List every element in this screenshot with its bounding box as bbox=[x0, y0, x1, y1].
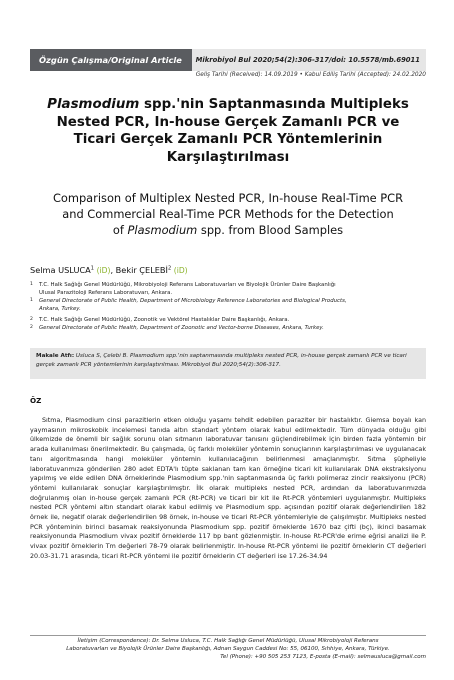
footer-divider bbox=[30, 635, 426, 636]
title-en-line2: and Commercial Real-Time PCR Methods for the Detection bbox=[62, 207, 394, 222]
title-en-line3: of Plasmodium spp. from Blood Samples bbox=[112, 223, 344, 238]
footer-contact: Tel (Phone): +90 505 253 7123, E-posta (E-mail): selmausluca@gmail.com bbox=[220, 654, 426, 660]
title-tr-line1: Plasmodium spp.'nin Saptanmasında Multipleks bbox=[47, 97, 409, 112]
affiliation-line: Ankara, Turkey. bbox=[39, 306, 81, 313]
article-banner bbox=[30, 49, 426, 71]
correspondence-footer bbox=[30, 637, 426, 661]
journal-reference: Mikrobiyol Bul 2020;54(2):306-317/doi: 10.5578/mb.69011 bbox=[192, 49, 426, 71]
affiliation-line: 2 General Directorate of Public Health, Department of Zoonotic and Vector-borne Diseases, Ankara, Turkey. bbox=[30, 325, 324, 332]
orcid-icon[interactable]: (iD) bbox=[173, 266, 188, 275]
author-name: Selma USLUCA bbox=[30, 265, 91, 275]
title-english bbox=[34, 190, 422, 239]
title-tr-italic: Plasmodium bbox=[47, 97, 140, 112]
footer-line: İletişim (Correspondence): Dr. Selma Usluca, T.C. Halk Sağlığı Genel Müdürlüğü, Ulusal Mikrobiyoloji Referans bbox=[77, 638, 379, 644]
citation-box bbox=[30, 348, 426, 379]
author-list: Selma USLUCA$^1$ (iD), Bekir ÇELEBİ$^2$ (iD) bbox=[30, 265, 188, 275]
title-tr-line4: Karşılaştırılması bbox=[166, 149, 290, 165]
author-name: Bekir ÇELEBİ bbox=[115, 265, 168, 275]
affiliation-line: 2 T.C. Halk Sağlığı Genel Müdürlüğü, Zoonotik ve Vektörel Hastalıklar Daire Başkanlığı, Ankara. bbox=[30, 317, 290, 324]
citation-label: Makale Atfı: bbox=[36, 353, 75, 359]
title-tr-line2: Nested PCR, In-house Gerçek Zamanlı PCR ve bbox=[56, 114, 400, 130]
abstract-heading: ÖZ bbox=[30, 396, 42, 405]
citation-text: Usluca S, Çelebi B. Plasmodium spp.'nin saptanmasında multipleks nested PCR, in-house gerçek zamanlı PCR ve ticari gerçek zamanlı PCR yöntemlerinin karşılaştırılması. Mikrobiyol Bul 2020;54(2):306-317. bbox=[36, 353, 407, 368]
affiliation-line: 1 T.C. Halk Sağlığı Genel Müdürlüğü, Mikrobiyoloji Referans Laboratuvarları ve Biyolojik Ürünler Daire Başkanlığı bbox=[30, 282, 336, 288]
orcid-icon[interactable]: (iD) bbox=[96, 266, 111, 275]
affiliation-line: Ulusal Parazitoloji Referans Laboratuvarı, Ankara. bbox=[39, 290, 173, 297]
received-accepted-dates: Geliş Tarihi (Received): 14.09.2019 • Kabul Ediliş Tarihi (Accepted): 24.02.2020 bbox=[195, 72, 426, 78]
title-en-italic: Plasmodium bbox=[127, 223, 198, 238]
footer-line: Laboratuvarları ve Biyolojik Ürünler Daire Başkanlığı, Adnan Saygun Caddesi No: 55, 06100, Sıhhiye, Ankara, Türkiye. bbox=[66, 646, 390, 652]
article-type-label: Özgün Çalışma/Original Article bbox=[30, 49, 192, 71]
title-en-line1: Comparison of Multiplex Nested PCR, In-house Real-Time PCR bbox=[52, 191, 404, 205]
title-turkish bbox=[40, 96, 416, 166]
title-tr-line3: Ticari Gerçek Zamanlı PCR Yöntemlerinin bbox=[73, 132, 383, 148]
affiliations bbox=[30, 281, 426, 333]
affiliation-line: 1 General Directorate of Public Health, Department of Microbiology Reference Laboratories and Biological Products, bbox=[30, 298, 347, 305]
abstract-text: Sıtma, Plasmodium cinsi parazitlerin etken olduğu yaşamı tehdit edebilen paraziter bir hastalıktır. Giemsa boyalı kan yaymasının mikroskobik incelemesi tanıda altın standart yöntem olarak kabul edilmektedir. Tüm dünyada olduğu gibi ülkemizde de önemli bir sağlık sorunu olan sıtmanın laboratuvar tanısını güçlendirebilmek için birden fazla yöntemin bir arada kullanılması önerilmektedir. Bu çalışmada, üç farklı moleküler yöntemin sonuçlarının karşılaştırılması ve uygulanacak tanı algoritmasında hangi moleküler yöntemin kullanılacağının belirlenmesi amaçlanmıştır. Sıtma şüpheliyle laboratuvarımıza gönderilen 280 adet EDTA'lı tüpte saklanan tam kan örneğine ticari kit kullanılarak DNA ekstraksiyonu yapılmış ve elde edilen DNA örneklerinde Plasmodium spp.'nin saptanmasında üç farklı polimeraz zincir reaksiyonu (PCR) yöntemi kullanılarak sonuçlar karşılaştırılmıştır. İlk olarak multipleks nested PCR, ardından da laboratuvarımızda doğrulanmış olan in-house gerçek zamanlı PCR (Rt-PCR) ve ticari bir kit ile Rt-PCR yöntemleri uygulanmıştır. Multipleks nested PCR yöntemi altın standart olarak kabul edilmiş ve Plasmodium spp. açısından pozitif olarak değerlendirilen 182 örnek ile, negatif olarak değerlendirilen 98 örnek, in-house ve ticari Rt-PCR yöntemleriyle de çalışılmıştır. Multipleks nested PCR yönteminin birinci basamak reaksiyonunda Plasmodium spp. pozitif örneklerde 1670 baz çifti (bç), ikinci basamak reaksiyonunda Plasmodium vivax pozitif örneklerde 117 bp bant gözlenmiştir. In-house Rt-PCR'de erime eğrisi analizi ile P. vivax pozitif örneklerin Tm değerleri 78-79 olarak belirlenmiştir. In-house Rt-PCR yöntemi ile pozitif örneklerin CT değerleri 20.03-31.71 arasında, ticari Rt-PCR yöntemi ile pozitif örneklerin CT değerleri ise 17.26-34.94 bbox=[30, 417, 426, 560]
